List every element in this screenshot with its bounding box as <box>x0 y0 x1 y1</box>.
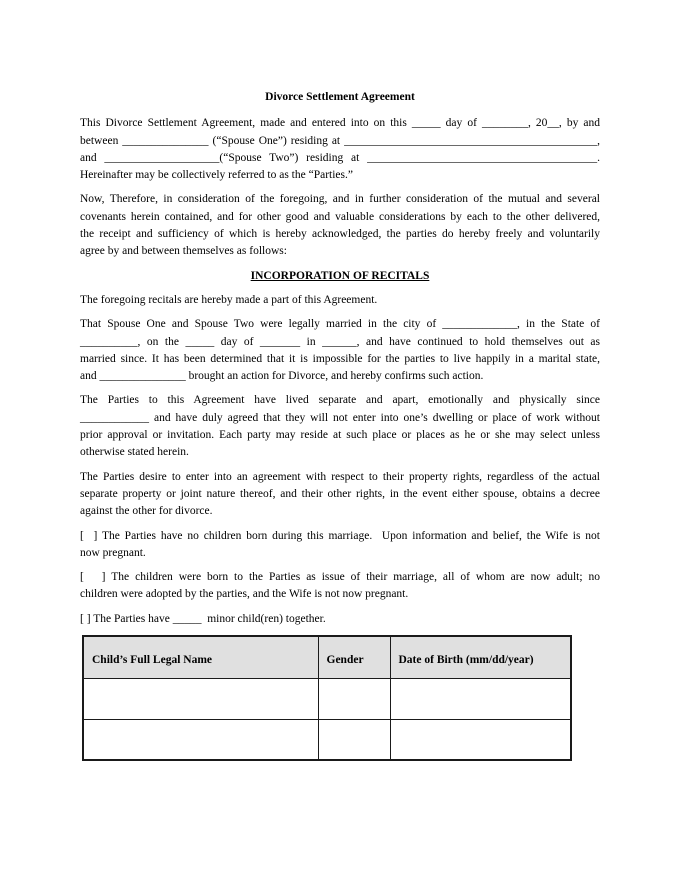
minor-children-clause <box>80 611 600 628</box>
text-line: The Parties desire to enter into an agreement with respect to their property rights, regardless of the actual <box>80 470 600 483</box>
marriage-paragraph <box>80 316 600 385</box>
children-table-row <box>83 719 571 760</box>
text-line: prior approval or invitation. Each party may reside at such place or places as he or she may select unless <box>80 429 600 442</box>
text-line: between _______________ (“Spouse One”) residing at ____________________________________________, <box>80 134 600 147</box>
recitals-paragraph <box>80 292 600 309</box>
text-line: Now, Therefore, in consideration of the foregoing, and in further consideration of the mutual and several <box>80 193 600 206</box>
text-line: separate property or joint nature thereof, and their other rights, in the event either spouse, obtains a decree <box>80 487 600 500</box>
checkbox-clause-line: [ ] The Parties have _____ minor child(ren) together. <box>80 612 326 625</box>
children-table-header-row <box>83 636 571 678</box>
children-table-row <box>83 678 571 719</box>
cell-child-name <box>83 719 318 760</box>
cell-gender <box>318 719 390 760</box>
no-children-clause <box>80 528 600 563</box>
cell-child-name <box>83 678 318 719</box>
text-line: and ____________________(“Spouse Two”) residing at ________________________________________. <box>80 151 600 164</box>
cell-date-of-birth <box>390 719 571 760</box>
header-child-name: Child’s Full Legal Name <box>83 636 318 678</box>
text-line: This Divorce Settlement Agreement, made and entered into on this _____ day of ________, 20__, by and <box>80 117 600 130</box>
intro-paragraph <box>80 115 600 184</box>
text-line: ____________ and have duly agreed that they will not enter into one’s dwelling or place of work without <box>80 411 600 424</box>
text-line: and _______________ brought an action for Divorce, and hereby confirms such action. <box>80 370 484 383</box>
consideration-paragraph <box>80 191 600 260</box>
text-line: children were adopted by the parties, and the Wife is not now pregnant. <box>80 588 409 601</box>
text-line: The Parties to this Agreement have lived separate and apart, emotionally and physically since <box>80 394 600 407</box>
text-line: covenants herein contained, and for other good and valuable considerations by each to the other delivered, <box>80 210 600 223</box>
text-line: now pregnant. <box>80 546 146 559</box>
recitals-heading: INCORPORATION OF RECITALS <box>250 269 430 282</box>
children-table <box>82 635 572 761</box>
text-line: agree by and between themselves as follows: <box>80 245 287 258</box>
separation-paragraph <box>80 392 600 461</box>
text-line: otherwise stated herein. <box>80 446 189 459</box>
adult-children-clause <box>80 569 600 604</box>
text-line: That Spouse One and Spouse Two were legally married in the city of _____________, in the State of <box>80 318 600 331</box>
checkbox-clause-line: [ ] The Parties have no children born during this marriage. Upon information and belief, the Wife is not <box>80 529 600 542</box>
cell-gender <box>318 678 390 719</box>
text-line: Hereinafter may be collectively referred to as the “Parties.” <box>80 169 353 182</box>
header-date-of-birth: Date of Birth (mm/dd/year) <box>390 636 571 678</box>
text-line: __________, on the _____ day of _______ in ______, and have continued to hold themselves out as <box>80 335 600 348</box>
text-line: married since. It has been determined that it is impossible for the parties to live happily in a marital state, <box>80 352 600 365</box>
header-gender: Gender <box>318 636 390 678</box>
document-title: Divorce Settlement Agreement <box>265 91 415 103</box>
text-line: against the other for divorce. <box>80 505 213 518</box>
cell-date-of-birth <box>390 678 571 719</box>
checkbox-clause-line: [ ] The children were born to the Parties as issue of their marriage, all of whom are now adult; no <box>80 571 600 584</box>
property-rights-paragraph <box>80 469 600 521</box>
text-line: the receipt and sufficiency of which is hereby acknowledged, the parties do hereby freely and voluntarily <box>80 228 600 241</box>
text-line: The foregoing recitals are hereby made a part of this Agreement. <box>80 293 378 306</box>
